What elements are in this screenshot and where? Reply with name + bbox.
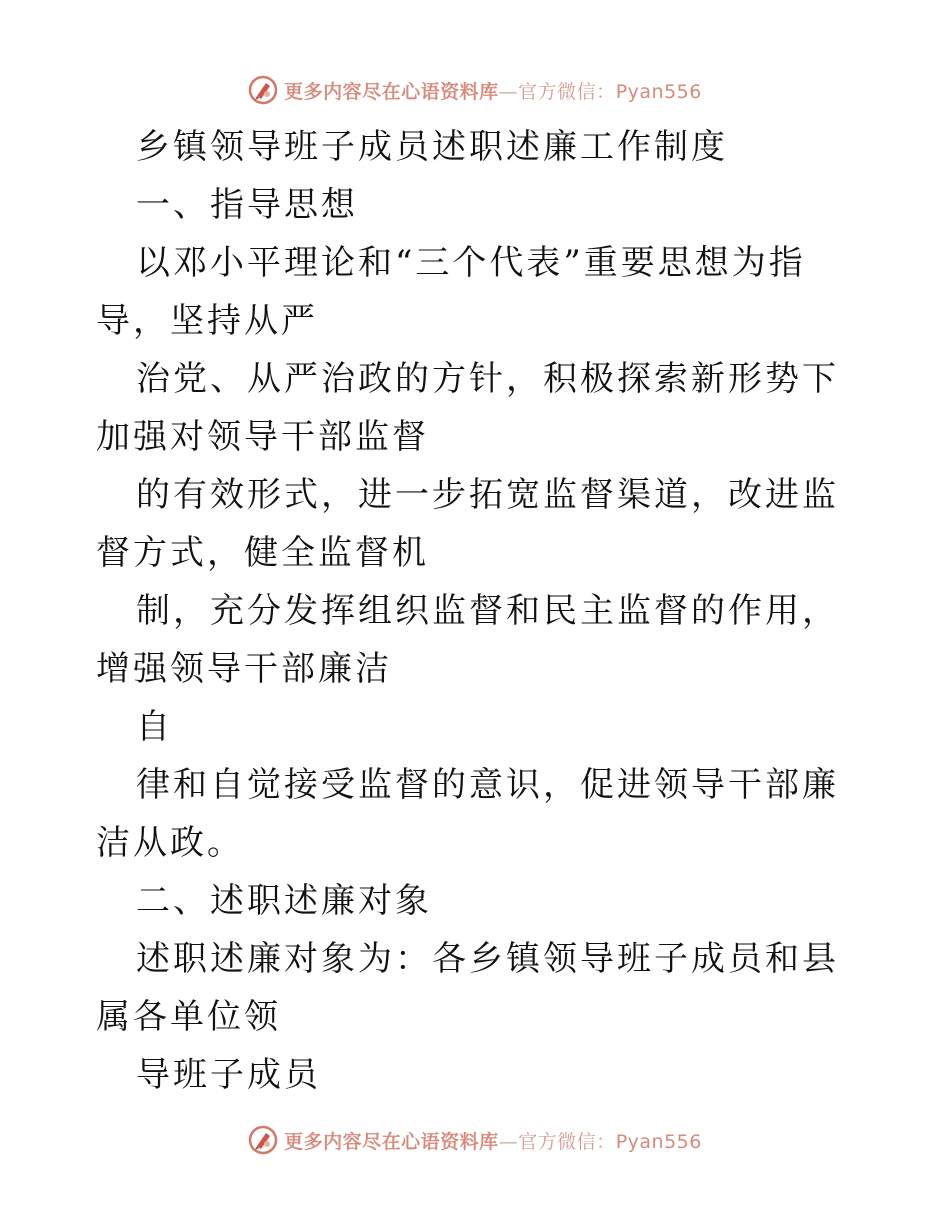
watermark-text — [284, 77, 702, 104]
paragraph-6: 律和自觉接受监督的意识，促进领导干部廉洁从政。 — [96, 765, 839, 863]
watermark-dash: — — [498, 1130, 519, 1153]
document-title: 乡镇领导班子成员述职述廉工作制度 — [136, 127, 728, 167]
pen-logo-icon — [248, 1125, 278, 1155]
footer-watermark — [0, 1122, 950, 1158]
watermark-handle: Pyan556 — [615, 1130, 702, 1153]
watermark-dash: — — [498, 80, 519, 103]
watermark-text — [284, 1127, 702, 1154]
section-heading-2: 二、述职述廉对象 — [136, 881, 432, 921]
watermark-sub: 官方微信： — [518, 1130, 616, 1153]
watermark-handle: Pyan556 — [615, 80, 702, 103]
paragraph-2: 治党、从严治政的方针，积极探索新形势下加强对领导干部监督 — [96, 359, 839, 457]
header-watermark — [0, 72, 950, 108]
paragraph-3: 的有效形式，进一步拓宽监督渠道，改进监督方式，健全监督机 — [96, 475, 839, 573]
watermark-main: 更多内容尽在心语资料库 — [284, 80, 499, 103]
paragraph-5: 自 — [136, 707, 173, 747]
section-heading-1: 一、指导思想 — [136, 185, 358, 225]
watermark-sub: 官方微信： — [518, 80, 616, 103]
paragraph-8: 导班子成员 — [136, 1055, 321, 1095]
pen-logo-icon — [248, 75, 278, 105]
paragraph-4: 制，充分发挥组织监督和民主监督的作用，增强领导干部廉洁 — [96, 591, 839, 689]
paragraph-1: 以邓小平理论和“三个代表”重要思想为指导，坚持从严 — [96, 243, 806, 341]
watermark-main: 更多内容尽在心语资料库 — [284, 1130, 499, 1153]
document-body — [96, 118, 856, 1104]
paragraph-7: 述职述廉对象为：各乡镇领导班子成员和县属各单位领 — [96, 939, 839, 1037]
